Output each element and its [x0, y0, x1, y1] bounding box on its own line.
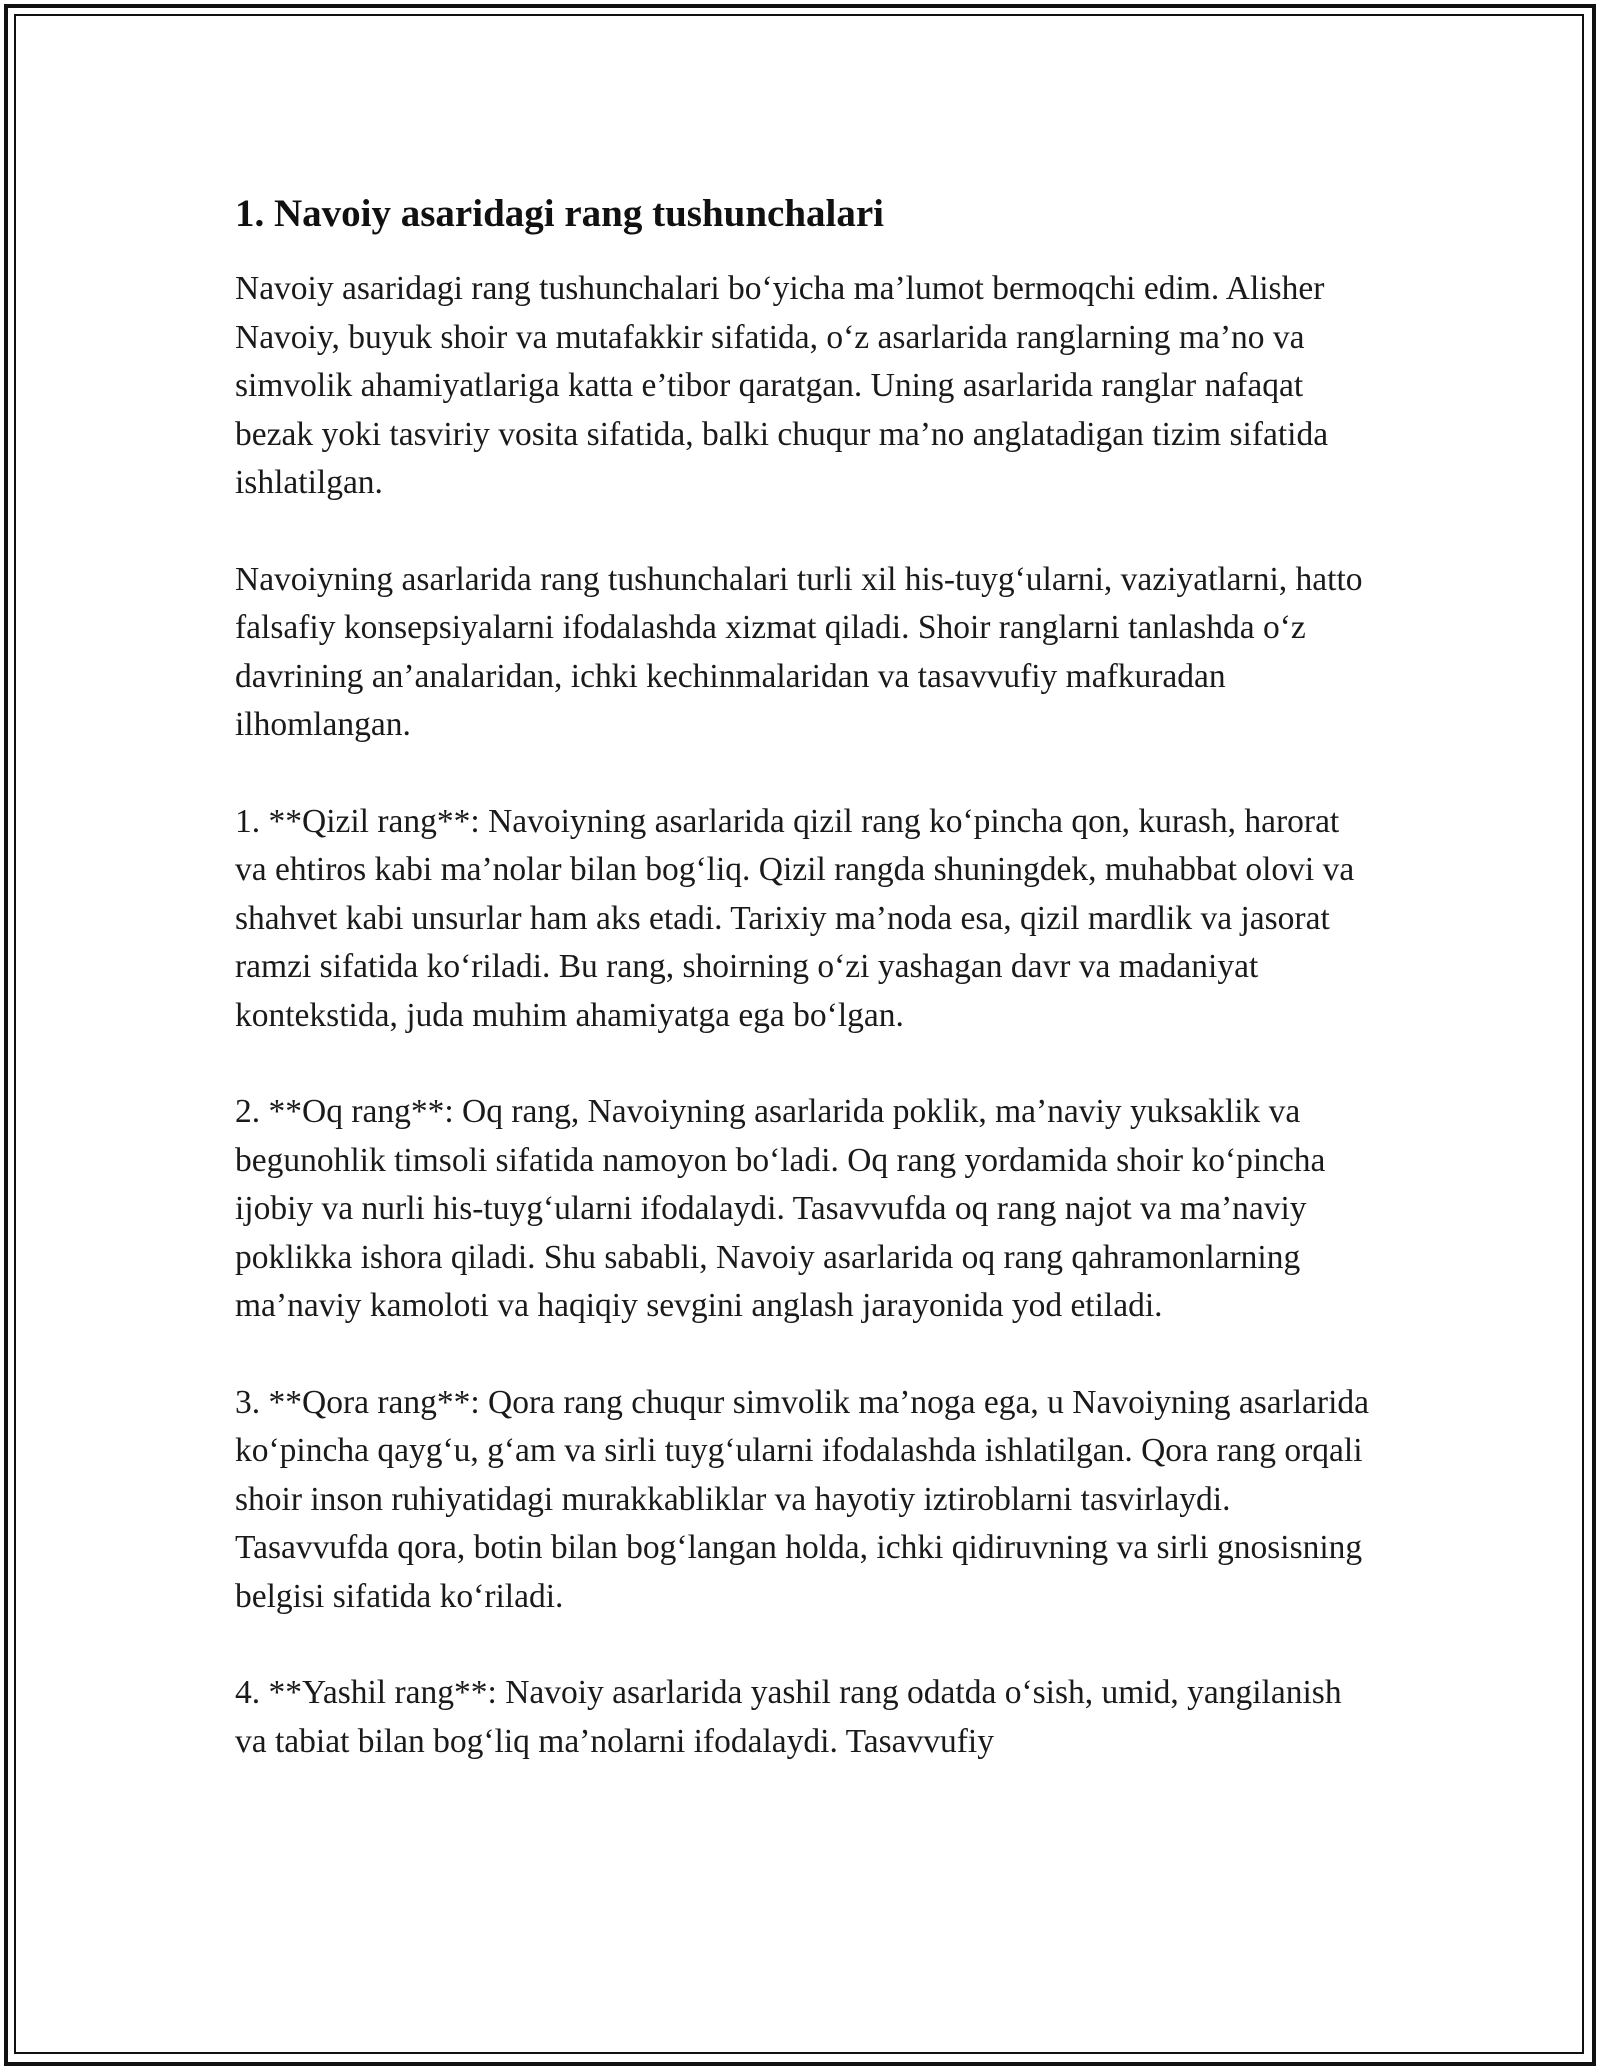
paragraph-context: Navoiyning asarlarida rang tushunchalari turli xil his-tuyg‘ularni, vaziyatlarni, hatto falsafiy konsepsiyalarni ifodalashda xizmat qiladi. Shoir ranglarni tanlashda o‘z davrining an’analaridan, ichki kechinmalaridan va tasavvufiy mafkuradan ilhomlangan.: [235, 560, 1363, 743]
section-heading: 1. Navoiy asaridagi rang tushunchalari: [235, 192, 885, 235]
paragraph-intro: Navoiy asaridagi rang tushunchalari bo‘yicha ma’lumot bermoqchi edim. Alisher Navoiy, buyuk shoir va mutafakkir sifatida, o‘z asarlarida ranglarning ma’no va simvolik ahamiyatlariga katta e’tibor qaratgan. Uning asarlarida ranglar nafaqat bezak yoki tasviriy vosita sifatida, balki chuqur ma’no anglatadigan tizim sifatida ishlatilgan.: [235, 270, 1329, 501]
paragraph-white-color: 2. **Oq rang**: Oq rang, Navoiyning asarlarida poklik, ma’naviy yuksaklik va begunohlik timsoli sifatida namoyon bo‘ladi. Oq rang yordamida shoir ko‘pincha ijobiy va nurli his-tuyg‘ularni ifodalaydi. Tasavvufda oq rang najot va ma’naviy poklikka ishora qiladi. Shu sababli, Navoiy asarlarida oq rang qahramonlarning ma’naviy kamoloti va haqiqiy sevgini anglash jarayonida yod etiladi.: [235, 1093, 1326, 1324]
paragraph-green-color: 4. **Yashil rang**: Navoiy asarlarida yashil rang odatda o‘sish, umid, yangilanish va tabiat bilan bog‘liq ma’nolarni ifodalaydi. Tasavvufiy: [235, 1674, 1342, 1760]
document-body: [235, 185, 1370, 1814]
paragraph-red-color: 1. **Qizil rang**: Navoiyning asarlarida qizil rang ko‘pincha qon, kurash, harorat va ehtiros kabi ma’nolar bilan bog‘liq. Qizil rangda shuningdek, muhabbat olovi va shahvet kabi unsurlar ham aks etadi. Tarixiy ma’noda esa, qizil mardlik va jasorat ramzi sifatida ko‘riladi. Bu rang, shoirning o‘zi yashagan davr va madaniyat kontekstida, juda muhim ahamiyatga ega bo‘lgan.: [235, 802, 1355, 1034]
paragraph-black-color: 3. **Qora rang**: Qora rang chuqur simvolik ma’noga ega, u Navoiyning asarlarida ko‘pincha qayg‘u, g‘am va sirli tuyg‘ularni ifodalashda ishlatilgan. Qora rang orqali shoir inson ruhiyatidagi murakkabliklar va hayotiy iztiroblarni tasvirlaydi. Tasavvufda qora, botin bilan bog‘langan holda, ichki qidiruvning va sirli gnosisning belgisi sifatida ko‘riladi.: [235, 1383, 1370, 1615]
